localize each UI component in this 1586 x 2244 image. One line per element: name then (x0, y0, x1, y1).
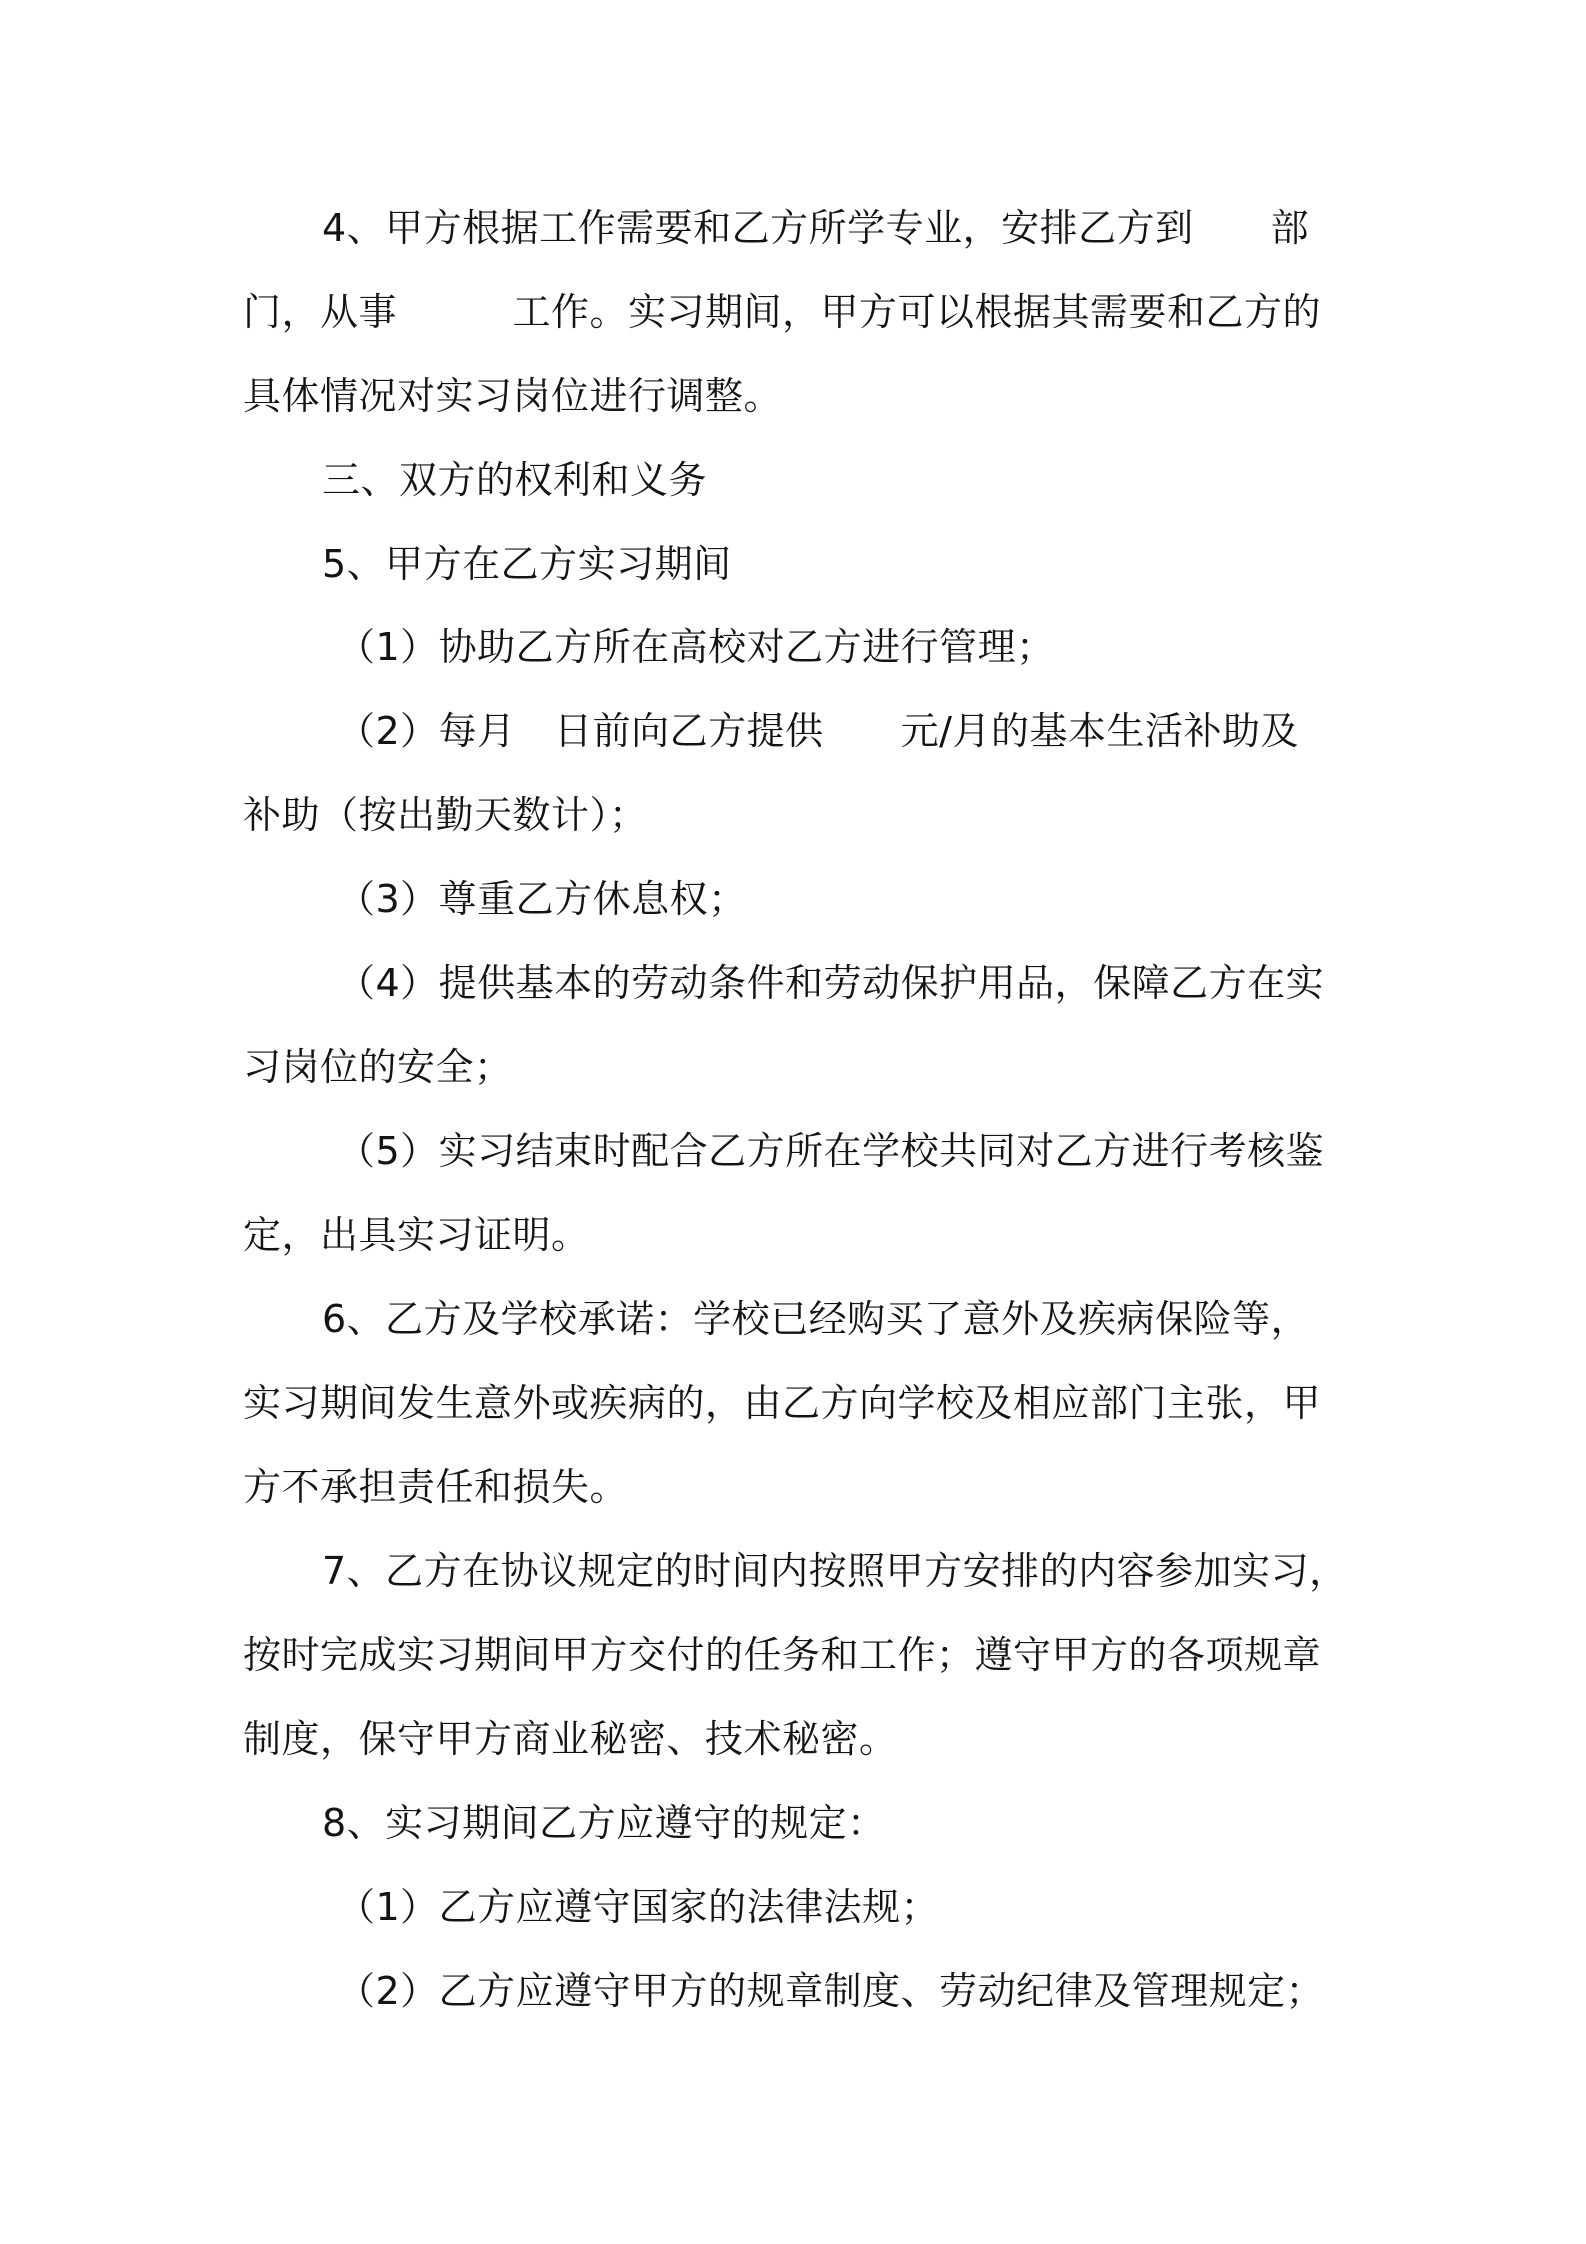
text-line-17: 7、乙方在协议规定的时间内按照甲方安排的内容参加实习， (322, 1549, 1348, 1593)
text-line-12: （5）实习结束时配合乙方所在学校共同对乙方进行考核鉴 (337, 1129, 1325, 1173)
text-line-7: （2）每月 日前向乙方提供 元/月的基本生活补助及 (337, 709, 1299, 753)
text-line-16: 方不承担责任和损失。 (243, 1465, 629, 1509)
text-line-3: 具体情况对实习岗位进行调整。 (243, 374, 783, 418)
text-line-14: 6、乙方及学校承诺：学校已经购买了意外及疾病保险等， (322, 1297, 1310, 1341)
text-line-6: （1）协助乙方所在高校对乙方进行管理； (337, 625, 1055, 669)
text-line-20: 8、实习期间乙方应遵守的规定： (322, 1801, 886, 1845)
text-line-8: 补助（按出勤天数计）； (243, 793, 648, 837)
text-line-21: （1）乙方应遵守国家的法律法规； (337, 1885, 940, 1929)
text-line-18: 按时完成实习期间甲方交付的任务和工作；遵守甲方的各项规章 (243, 1633, 1322, 1677)
section-heading: 三、双方的权利和义务 (322, 458, 708, 502)
text-line-11: 习岗位的安全； (243, 1045, 513, 1089)
text-line-5: 5、甲方在乙方实习期间 (322, 542, 732, 586)
text-line-13: 定，出具实习证明。 (243, 1213, 590, 1257)
text-line-10: （4）提供基本的劳动条件和劳动保护用品，保障乙方在实 (337, 961, 1325, 1005)
text-line-22: （2）乙方应遵守甲方的规章制度、劳动纪律及管理规定； (337, 1969, 1325, 2013)
text-line-9: （3）尊重乙方休息权； (337, 877, 747, 921)
text-line-1: 4、甲方根据工作需要和乙方所学专业，安排乙方到 部 (322, 206, 1310, 250)
text-line-15: 实习期间发生意外或疾病的，由乙方向学校及相应部门主张，甲 (243, 1381, 1322, 1425)
text-line-2: 门，从事 工作。实习期间，甲方可以根据其需要和乙方的 (243, 290, 1322, 334)
text-line-19: 制度，保守甲方商业秘密、技术秘密。 (243, 1717, 898, 1761)
